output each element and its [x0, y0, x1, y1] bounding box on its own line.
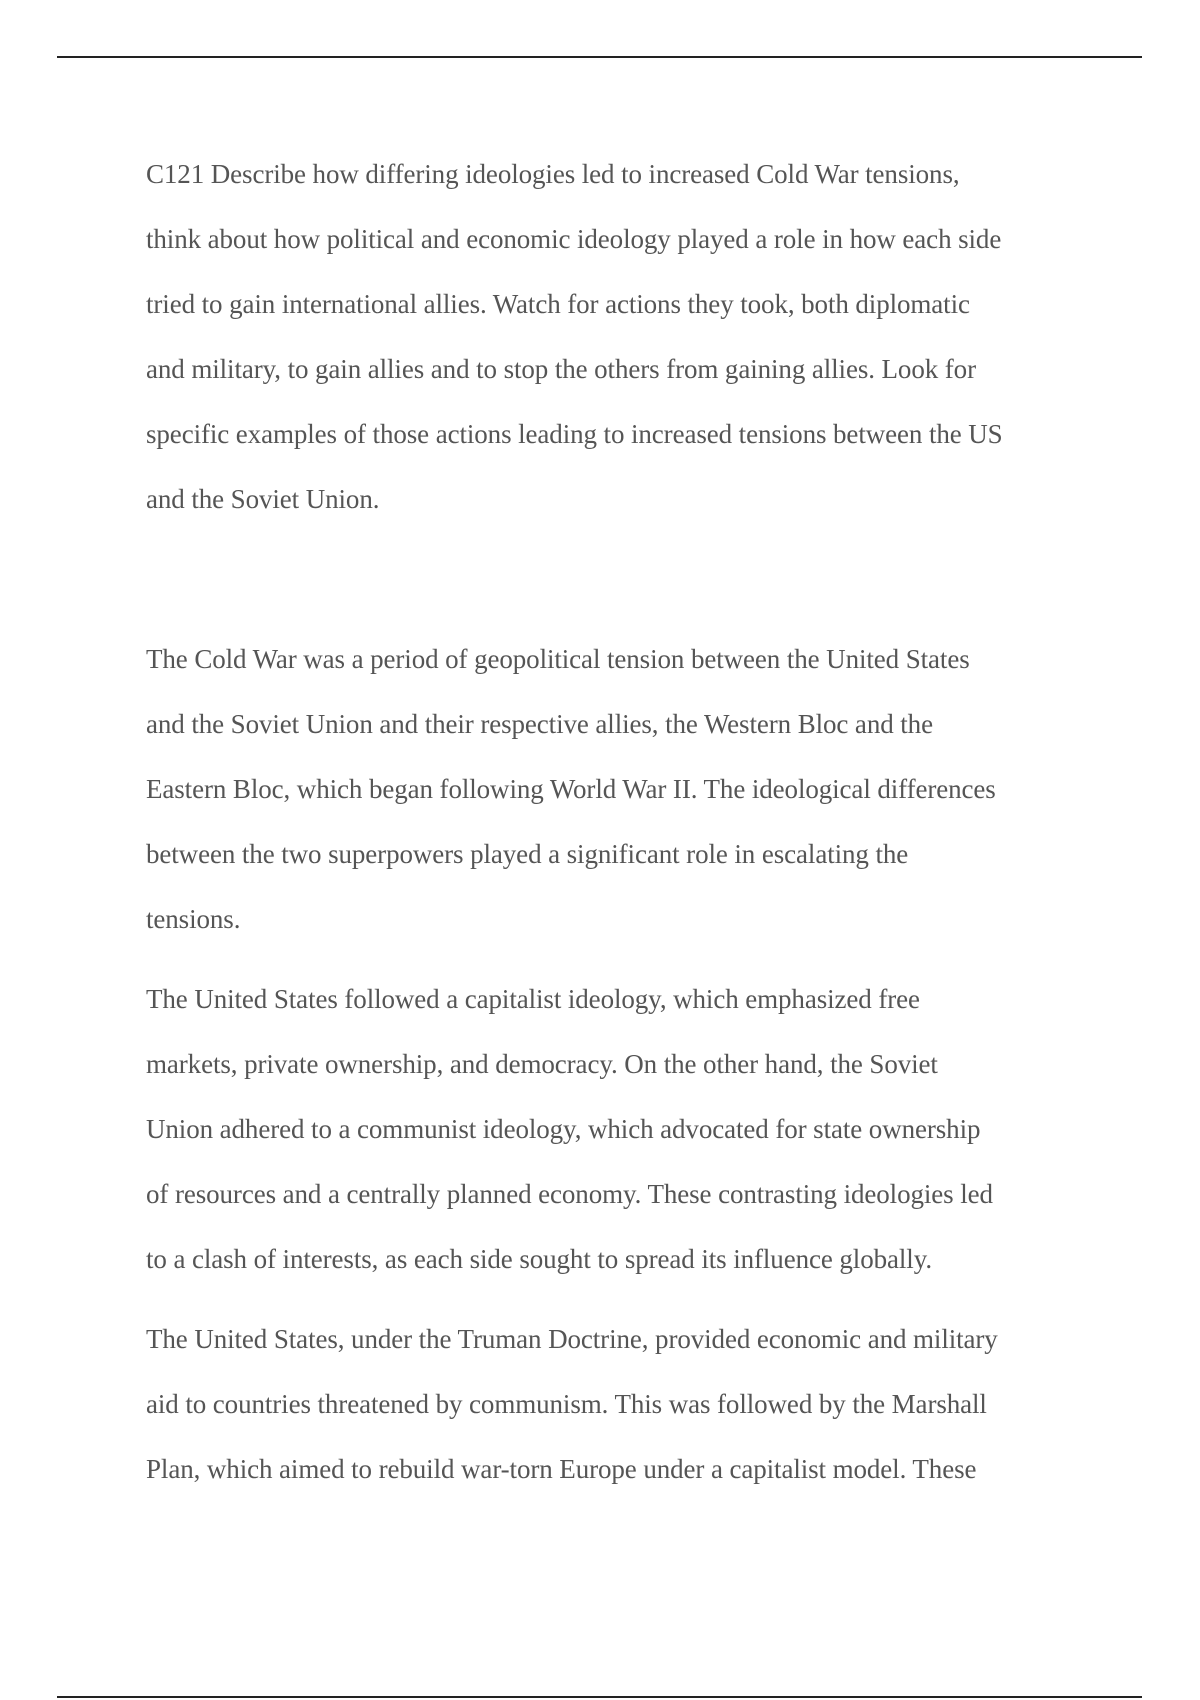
- paragraph-line: and the Soviet Union and their respective allies, the Western Bloc and the: [146, 709, 933, 739]
- paragraph-line: tensions.: [146, 904, 241, 934]
- prompt-line: and military, to gain allies and to stop the others from gaining allies. Look for: [146, 354, 976, 384]
- prompt-line: C121 Describe how differing ideologies led to increased Cold War tensions,: [146, 159, 960, 189]
- paragraph-line: The United States, under the Truman Doctrine, provided economic and military: [146, 1324, 998, 1354]
- prompt-line: think about how political and economic ideology played a role in how each side: [146, 224, 1002, 254]
- paragraph-line: Union adhered to a communist ideology, which advocated for state ownership: [146, 1114, 981, 1144]
- paragraph-line: markets, private ownership, and democracy. On the other hand, the Soviet: [146, 1049, 938, 1079]
- body-paragraph-truman: [146, 1307, 1066, 1502]
- paragraph-line: of resources and a centrally planned economy. These contrasting ideologies led: [146, 1179, 993, 1209]
- paragraph-line: Plan, which aimed to rebuild war-torn Europe under a capitalist model. These: [146, 1454, 977, 1484]
- prompt-line: tried to gain international allies. Watch for actions they took, both diplomatic: [146, 289, 970, 319]
- paragraph-line: aid to countries threatened by communism. This was followed by the Marshall: [146, 1389, 987, 1419]
- body-paragraph-intro: [146, 627, 1066, 952]
- prompt-line: specific examples of those actions leading to increased tensions between the US: [146, 419, 1003, 449]
- paragraph-line: The United States followed a capitalist ideology, which emphasized free: [146, 984, 920, 1014]
- bottom-divider: [57, 1696, 1142, 1698]
- assignment-prompt: [146, 142, 1066, 532]
- paragraph-line: Eastern Bloc, which began following World War II. The ideological differences: [146, 774, 996, 804]
- body-paragraph-ideologies: [146, 967, 1066, 1292]
- paragraph-line: to a clash of interests, as each side sought to spread its influence globally.: [146, 1244, 932, 1274]
- prompt-line: and the Soviet Union.: [146, 484, 380, 514]
- top-divider: [57, 56, 1142, 58]
- paragraph-line: The Cold War was a period of geopolitical tension between the United States: [146, 644, 970, 674]
- document-page: [146, 142, 1066, 1517]
- paragraph-line: between the two superpowers played a significant role in escalating the: [146, 839, 909, 869]
